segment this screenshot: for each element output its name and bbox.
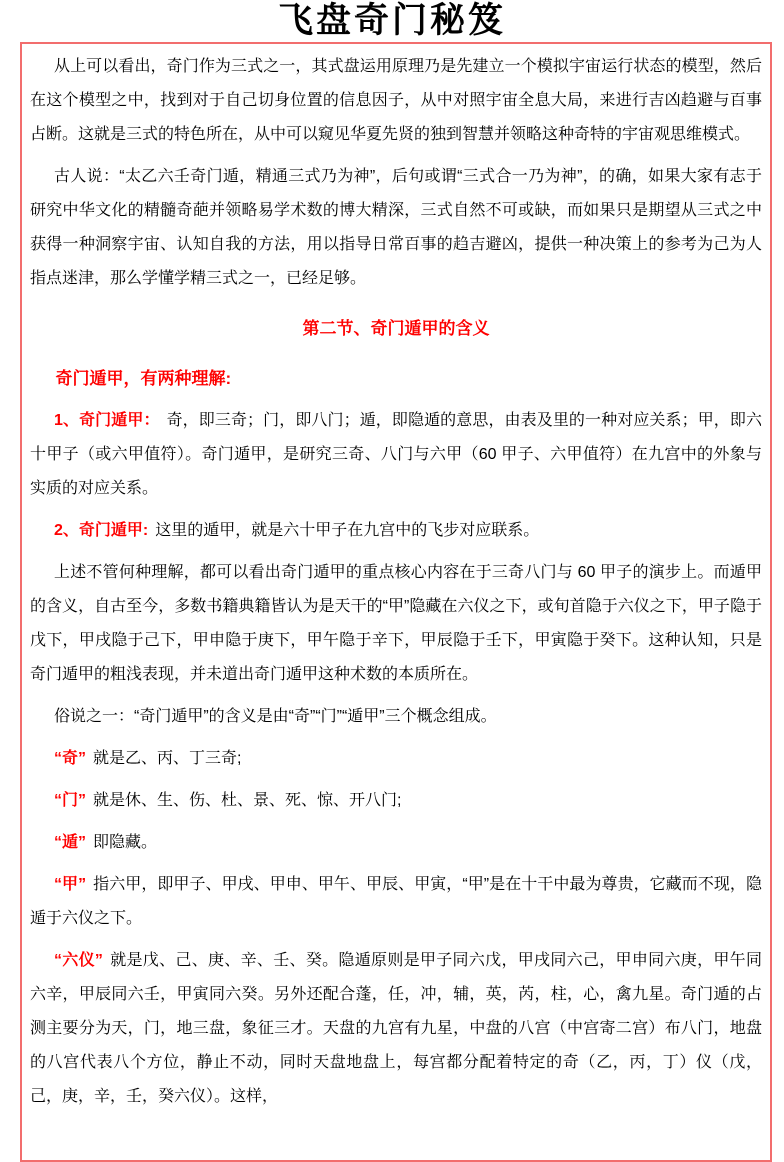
term-label: “遁” (54, 834, 87, 851)
subheading-two-interpretations (30, 362, 762, 396)
page-title: 飞盘奇门秘笈 (277, 1, 506, 40)
section-heading-text: 第二节、奇门遁甲的含义 (302, 319, 490, 338)
paragraph-text: 即隐藏。 (93, 834, 158, 851)
paragraph-ancients-quote (30, 160, 762, 296)
content-box (20, 42, 772, 1162)
paragraph-text: 就是休、生、伤、杜、景、死、惊、开八门; (93, 792, 402, 809)
term-label: “甲” (54, 876, 87, 893)
definition-qi (30, 742, 762, 776)
definition-jia (30, 868, 762, 936)
term-label: “奇” (54, 750, 87, 767)
definition-item-1 (30, 404, 762, 506)
paragraph-intro (30, 50, 762, 152)
paragraph-text: 就是戊、己、庚、辛、壬、癸。隐遁原则是甲子同六戊，甲戌同六己，甲申同六庚，甲午同六辛，甲辰同六壬，甲寅同六癸。另外还配合蓬，任，冲，辅，英，芮，柱，心，禽九星。奇门遁的占测主要分为天，门，地三盘，象征三才。天盘的九宫有九星，中盘的八宫（中宫寄二宫）布八门，地盘的八宫代表八个方位，静止不动，同时天盘地盘上，每宫都分配着特定的奇（乙，丙，丁）仪（戊，己，庚，辛，壬，癸六仪）。这样， (30, 952, 762, 1105)
term-label: 1、奇门遁甲： (54, 412, 160, 429)
definition-men (30, 784, 762, 818)
term-label: 2、奇门遁甲: (54, 522, 149, 539)
paragraph-text: 从上可以看出，奇门作为三式之一，其式盘运用原理乃是先建立一个模拟宇宙运行状态的模型，然后在这个模型之中，找到对于自己切身位置的信息因子，从中对照宇宙全息大局，来进行吉凶趋避与百事占断。这就是三式的特色所在，从中可以窥见华夏先贤的独到智慧并领略这种奇特的宇宙观思维模式。 (30, 58, 762, 143)
paragraph-text: 奇，即三奇；门，即八门；遁，即隐遁的意思，由表及里的一种对应关系；甲，即六十甲子（或六甲值符）。奇门遁甲，是研究三奇、八门与六甲（60 甲子、六甲值符）在九宫中的外象与实质的对应关系。 (30, 412, 762, 497)
paragraph-summary (30, 556, 762, 692)
paragraph-text: 俗说之一：“奇门遁甲”的含义是由“奇”“门”“遁甲”三个概念组成。 (54, 708, 497, 725)
paragraph-text: 这里的遁甲，就是六十甲子在九宫中的飞步对应联系。 (155, 522, 540, 539)
term-label: “六仪” (54, 952, 103, 969)
term-label: “门” (54, 792, 87, 809)
definition-item-2 (30, 514, 762, 548)
paragraph-text: 上述不管何种理解，都可以看出奇门遁甲的重点核心内容在于三奇八门与 60 甲子的演步上。而遁甲的含义，自古至今，多数书籍典籍皆认为是天干的“甲”隐藏在六仪之下，或旬首隐于六仪之下，甲子隐于戊下，甲戌隐于己下，甲申隐于庚下，甲午隐于辛下，甲辰隐于壬下，甲寅隐于癸下。这种认知，只是奇门遁甲的粗浅表现，并未道出奇门遁甲这种术数的本质所在。 (30, 564, 762, 683)
paragraph-text: 就是乙、丙、丁三奇; (93, 750, 242, 767)
subheading-text: 奇门遁甲，有两种理解: (55, 369, 232, 388)
section-heading (30, 312, 762, 346)
definition-liuyi (30, 944, 762, 1114)
paragraph-text: 古人说：“太乙六壬奇门遁，精通三式乃为神”，后句或谓“三式合一乃为神”，的确，如果大家有志于研究中华文化的精髓奇葩并领略易学术数的博大精深，三式自然不可或缺，而如果只是期望从三式之中获得一种洞察宇宙、认知自我的方法，用以指导日常百事的趋吉避凶，提供一种决策上的参考为己为人指点迷津，那么学懂学精三式之一，已经足够。 (30, 168, 762, 287)
paragraph-text: 指六甲，即甲子、甲戌、甲申、甲午、甲辰、甲寅，“甲”是在十干中最为尊贵，它藏而不现，隐遁于六仪之下。 (30, 876, 762, 927)
paragraph-common-saying (30, 700, 762, 734)
definition-dun (30, 826, 762, 860)
